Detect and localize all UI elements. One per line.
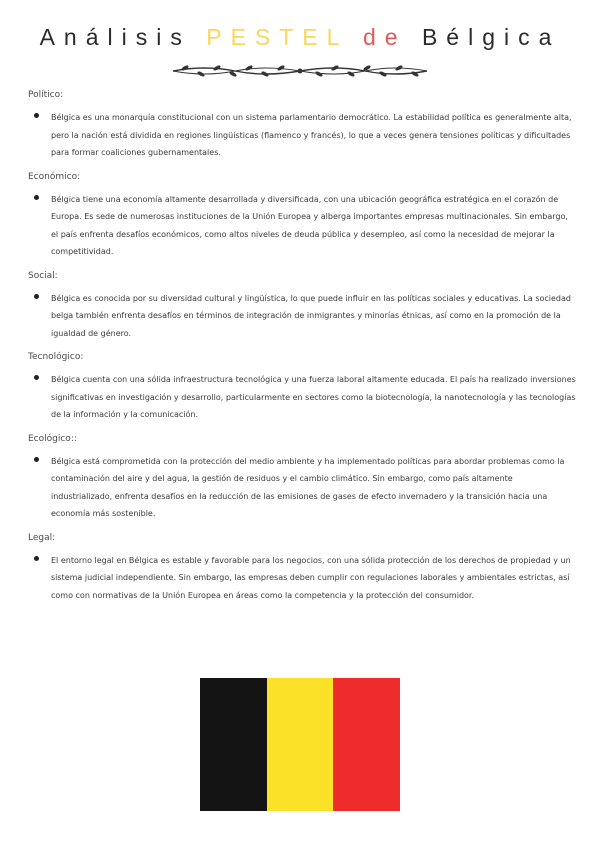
list-item [28, 290, 576, 343]
section-tecnologico [28, 352, 576, 424]
section-heading: Legal: [28, 532, 56, 543]
list-item [28, 453, 576, 523]
list-item [28, 552, 576, 605]
title-word-analisis: Análisis [39, 24, 191, 50]
list-item [28, 371, 576, 424]
flag-stripe-red [333, 678, 400, 811]
title-word-pestel: PESTEL [206, 24, 348, 50]
belgium-flag [200, 678, 400, 811]
title-word-de: de [362, 24, 407, 50]
vine-ornament-icon [165, 62, 435, 80]
section-heading: Económico: [28, 171, 81, 182]
section-social [28, 271, 576, 343]
bullet-dot-icon [34, 457, 39, 462]
bullet-dot-icon [34, 294, 39, 299]
list-item [28, 191, 576, 261]
section-text: Bélgica tiene una economía altamente desarrollada y diversificada, con una ubicación geográfica estratégica en el corazón de Europa. Es sede de numerosas instituciones de la Unión Europea y alberga importantes empresas multinacionales. Sin embargo, el país enfrenta desafíos económicos, como altos niveles de deuda pública y desempleo, así como la necesidad de mejorar la competitividad. [51, 194, 568, 256]
flag-stripe-yellow [267, 678, 334, 811]
section-heading: Tecnológico: [28, 352, 84, 362]
section-text: Bélgica es conocida por su diversidad cultural y lingüística, lo que puede influir en las políticas sociales y educativas. La sociedad belga también enfrenta desafíos en términos de integración de inmigrantes y minorías étnicas, así como en la promoción de la igualdad de género. [51, 293, 571, 338]
section-heading: Ecológico:: [28, 433, 77, 444]
section-heading: Político: [28, 90, 64, 100]
section-text: Bélgica está comprometida con la protección del medio ambiente y ha implementado políticas para abordar problemas como la contaminación del aire y del agua, la gestión de residuos y el cambio climático. Sin embargo, como país altamente industrializado, enfrenta desafíos en la reducción de las emisiones de gases de efecto invernadero y la transición hacia una economía más sostenible. [51, 456, 565, 518]
bullet-dot-icon [34, 375, 39, 380]
page-title [0, 24, 600, 51]
pestel-sections [28, 90, 576, 614]
section-ecologico [28, 434, 576, 523]
bullet-dot-icon [34, 195, 39, 200]
section-text: El entorno legal en Bélgica es estable y favorable para los negocios, con una sólida protección de los derechos de propiedad y un sistema judicial independiente. Sin embargo, las empresas deben cumplir con regulaciones laborales y ambientales estrictas, así como con normativas de la Unión Europea en áreas como la competencia y la protección del consumidor. [51, 555, 571, 600]
title-word-belgica: Bélgica [421, 24, 561, 50]
bullet-dot-icon [34, 556, 39, 561]
list-item [28, 109, 576, 162]
section-heading: Social: [28, 270, 58, 281]
bullet-dot-icon [34, 113, 39, 118]
flag-stripe-black [200, 678, 267, 811]
section-legal [28, 533, 576, 605]
section-economico [28, 172, 576, 261]
section-text: Bélgica es una monarquía constitucional con un sistema parlamentario democrático. La estabilidad política es generalmente alta, pero la nación está dividida en regiones lingüísticas (flamenco y francés), lo que a veces genera tensiones políticas y dificultades para formar coaliciones gubernamentales. [51, 113, 572, 157]
section-politico [28, 90, 576, 162]
section-text: Bélgica cuenta con una sólida infraestructura tecnológica y una fuerza laboral altamente educada. El país ha realizado inversiones significativas en investigación y desarrollo, particularmente en sectores como la biotecnología, la nanotecnología y las tecnologías de la información y la comunicación. [51, 375, 576, 419]
